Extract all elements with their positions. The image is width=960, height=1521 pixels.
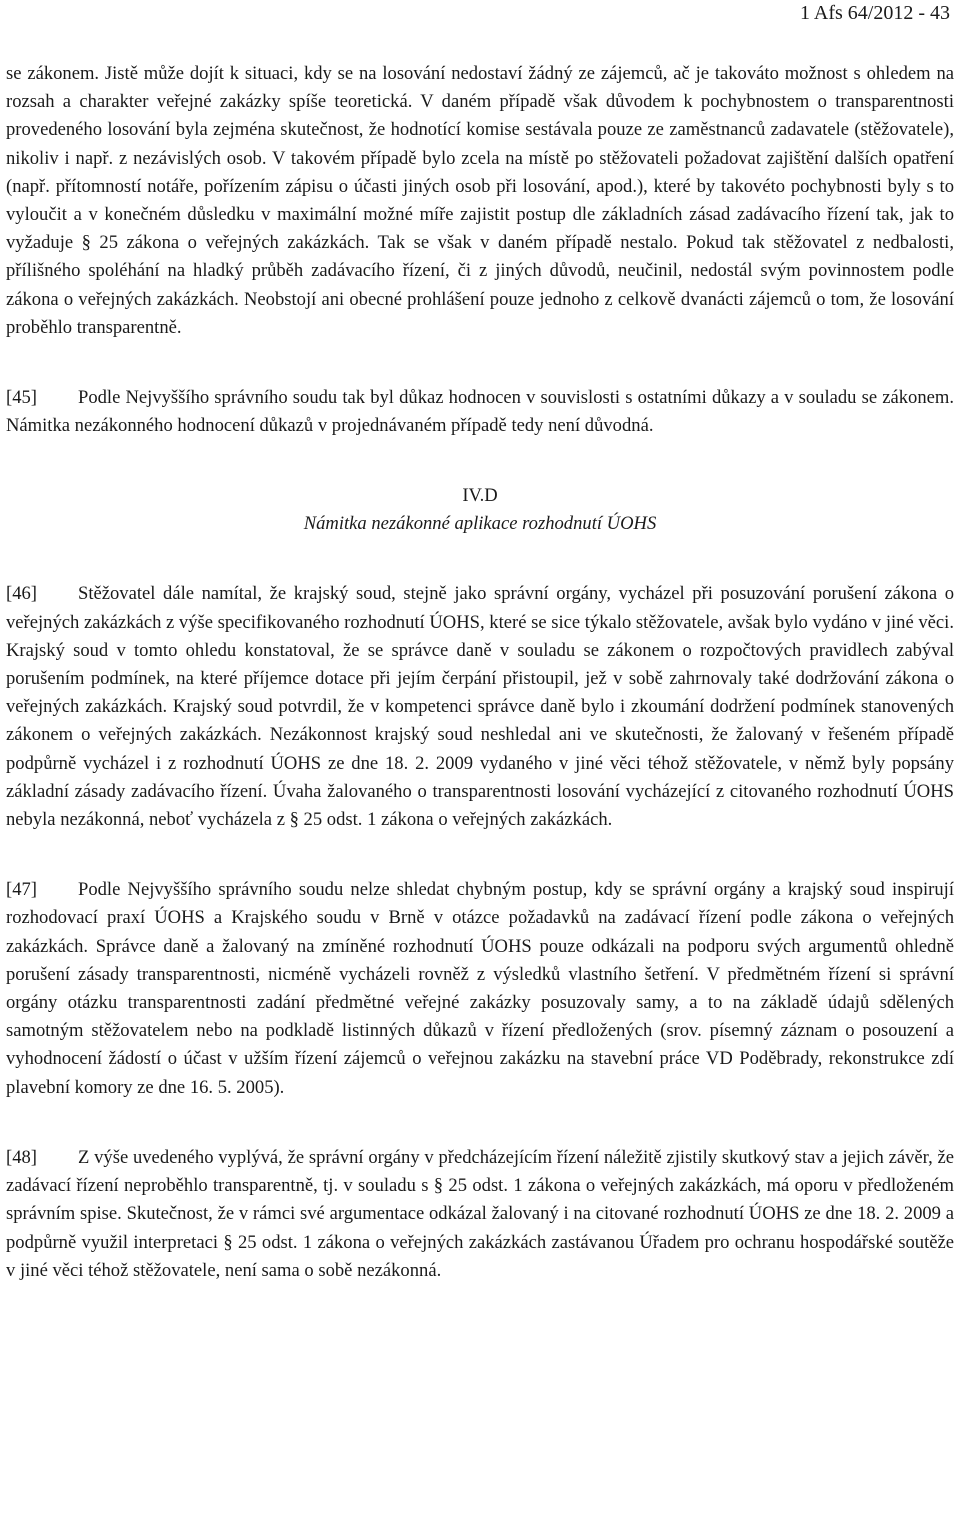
intro-paragraph: se zákonem. Jistě může dojít k situaci, kdy se na losování nedostaví žádný ze zájemců, ač je takováto možnost s ohledem na rozsah a charakter veřejné zakázky spíše teoretická. V daném případě však důvodem k pochybnostem o transparentnosti provedeného losování byla zejména skutečnost, že hodnotící komise sestávala pouze ze zaměstnanců zadavatele (stěžovatele), nikoliv i např. z nezávislých osob. V takovém případě bylo zcela na místě po stěžovateli požadovat zajištění dalších opatření (např. přítomností notáře, pořízením zápisu o účasti jiných osob při losování, apod.), které by takovéto pochybnosti byly s to vyloučit a v konečném důsledku v maximální možné míře zajistit postup dle základních zásad zadávacího řízení tak, jak to vyžaduje § 25 zákona o veřejných zakázkách. Tak se však v daném případě nestalo. Pokud tak stěžovatel z nedbalosti, přílišného spoléhání na hladký průběh zadávacího řízení, či z jiných důvodů, neučinil, nedostál svým povinnostem podle zákona o veřejných zakázkách. Neobstojí ani obecné prohlášení pouze jednoho z celkově dvanácti zájemců o tom, že losování proběhlo transparentně.: [6, 63, 954, 338]
document-body: [6, 60, 954, 1285]
paragraph-46: [6, 580, 954, 834]
document-reference: 1 Afs 64/2012 - 43: [800, 2, 950, 24]
paragraph-45: [6, 384, 954, 440]
paragraph-text: Z výše uvedeného vyplývá, že správní orgány v předcházejícím řízení náležitě zjistily skutkový stav a jejich závěr, že zadávací řízení neproběhlo transparentně, tj. v souladu s § 25 odst. 1 zákona o veřejných zakázkách, má oporu v předloženém správním spise. Skutečnost, že v rámci své argumentace odkázal žalovaný i na citované rozhodnutí ÚOHS ze dne 18. 2. 2009 a podpůrně využil interpretaci § 25 odst. 1 zákona o veřejných zakázkách zastávanou Úřadem pro ochranu hospodářské soutěže v jiné věci téhož stěžovatele, není sama o sobě nezákonná.: [6, 1146, 954, 1281]
paragraph-number: [48]: [6, 1146, 37, 1168]
paragraph-47: [6, 876, 954, 1102]
paragraph-48: [6, 1144, 954, 1285]
paragraph-number: [47]: [6, 879, 37, 901]
paragraph-text: Stěžovatel dále namítal, že krajský soud, stejně jako správní orgány, vycházel při posuzování porušení zákona o veřejných zakázkách z výše specifikovaného rozhodnutí ÚOHS, které se sice týkalo stěžovatele, avšak bylo vydáno v jiné věci. Krajský soud v tomto ohledu konstatoval, že se správce daně v souladu se zákonem o rozpočtových pravidlech zabýval porušením podmínek, na které příjemce dotace při jejím čerpání přistoupil, jež v sobě zahrnovaly také dodržování zákona o veřejných zakázkách. Krajský soud potvrdil, že v kompetenci správce daně bylo i zkoumání dodržení podmínek stanovených zákonem o veřejných zakázkách. Nezákonnost krajský soud neshledal ani ve skutečnosti, že žalovaný v řešeném případě podpůrně vycházel i z rozhodnutí ÚOHS ze dne 18. 2. 2009 vydaného v jiné věci téhož stěžovatele, v němž byly popsány základní zásady zadávacího řízení. Úvaha žalovaného o transparentnosti losování vycházející z citovaného rozhodnutí ÚOHS nebyla nezákonná, neboť vycházela z § 25 odst. 1 zákona o veřejných zakázkách.: [6, 583, 954, 831]
section-title: Námitka nezákonné aplikace rozhodnutí ÚOHS: [303, 513, 657, 535]
paragraph-text: Podle Nejvyššího správního soudu tak byl důkaz hodnocen v souvislosti s ostatními důkazy a v souladu se zákonem. Námitka nezákonného hodnocení důkazů v projednávaném případě tedy není důvodná.: [6, 387, 954, 437]
section-heading: IV.D: [462, 485, 498, 507]
paragraph-number: [45]: [6, 387, 37, 409]
paragraph-text: Podle Nejvyššího správního soudu nelze shledat chybným postup, kdy se správní orgány a krajský soud inspirují rozhodovací praxí ÚOHS a Krajského soudu v Brně v otázce požadavků na zadávací řízení podle zákona o veřejných zakázkách. Správce daně a žalovaný na zmíněné rozhodnutí ÚOHS pouze odkázali na podporu svých argumentů ohledně porušení zásady transparentnosti, nicméně vycházeli rovněž z výsledků vlastního šetření. V předmětném řízení si správní orgány otázku transparentnosti zadání předmětné veřejné zakázky posuzovaly samy, a to na základě údajů sdělených samotným stěžovatelem nebo na podkladě listinných důkazů v řízení předložených (srov. písemný záznam o posouzení a vyhodnocení žádostí o účast v užším řízení zájemců o veřejnou zakázku na stavební práce VD Poděbrady, rekonstrukce zdí plavební komory ze dne 16. 5. 2005).: [6, 879, 954, 1098]
paragraph-number: [46]: [6, 583, 37, 605]
